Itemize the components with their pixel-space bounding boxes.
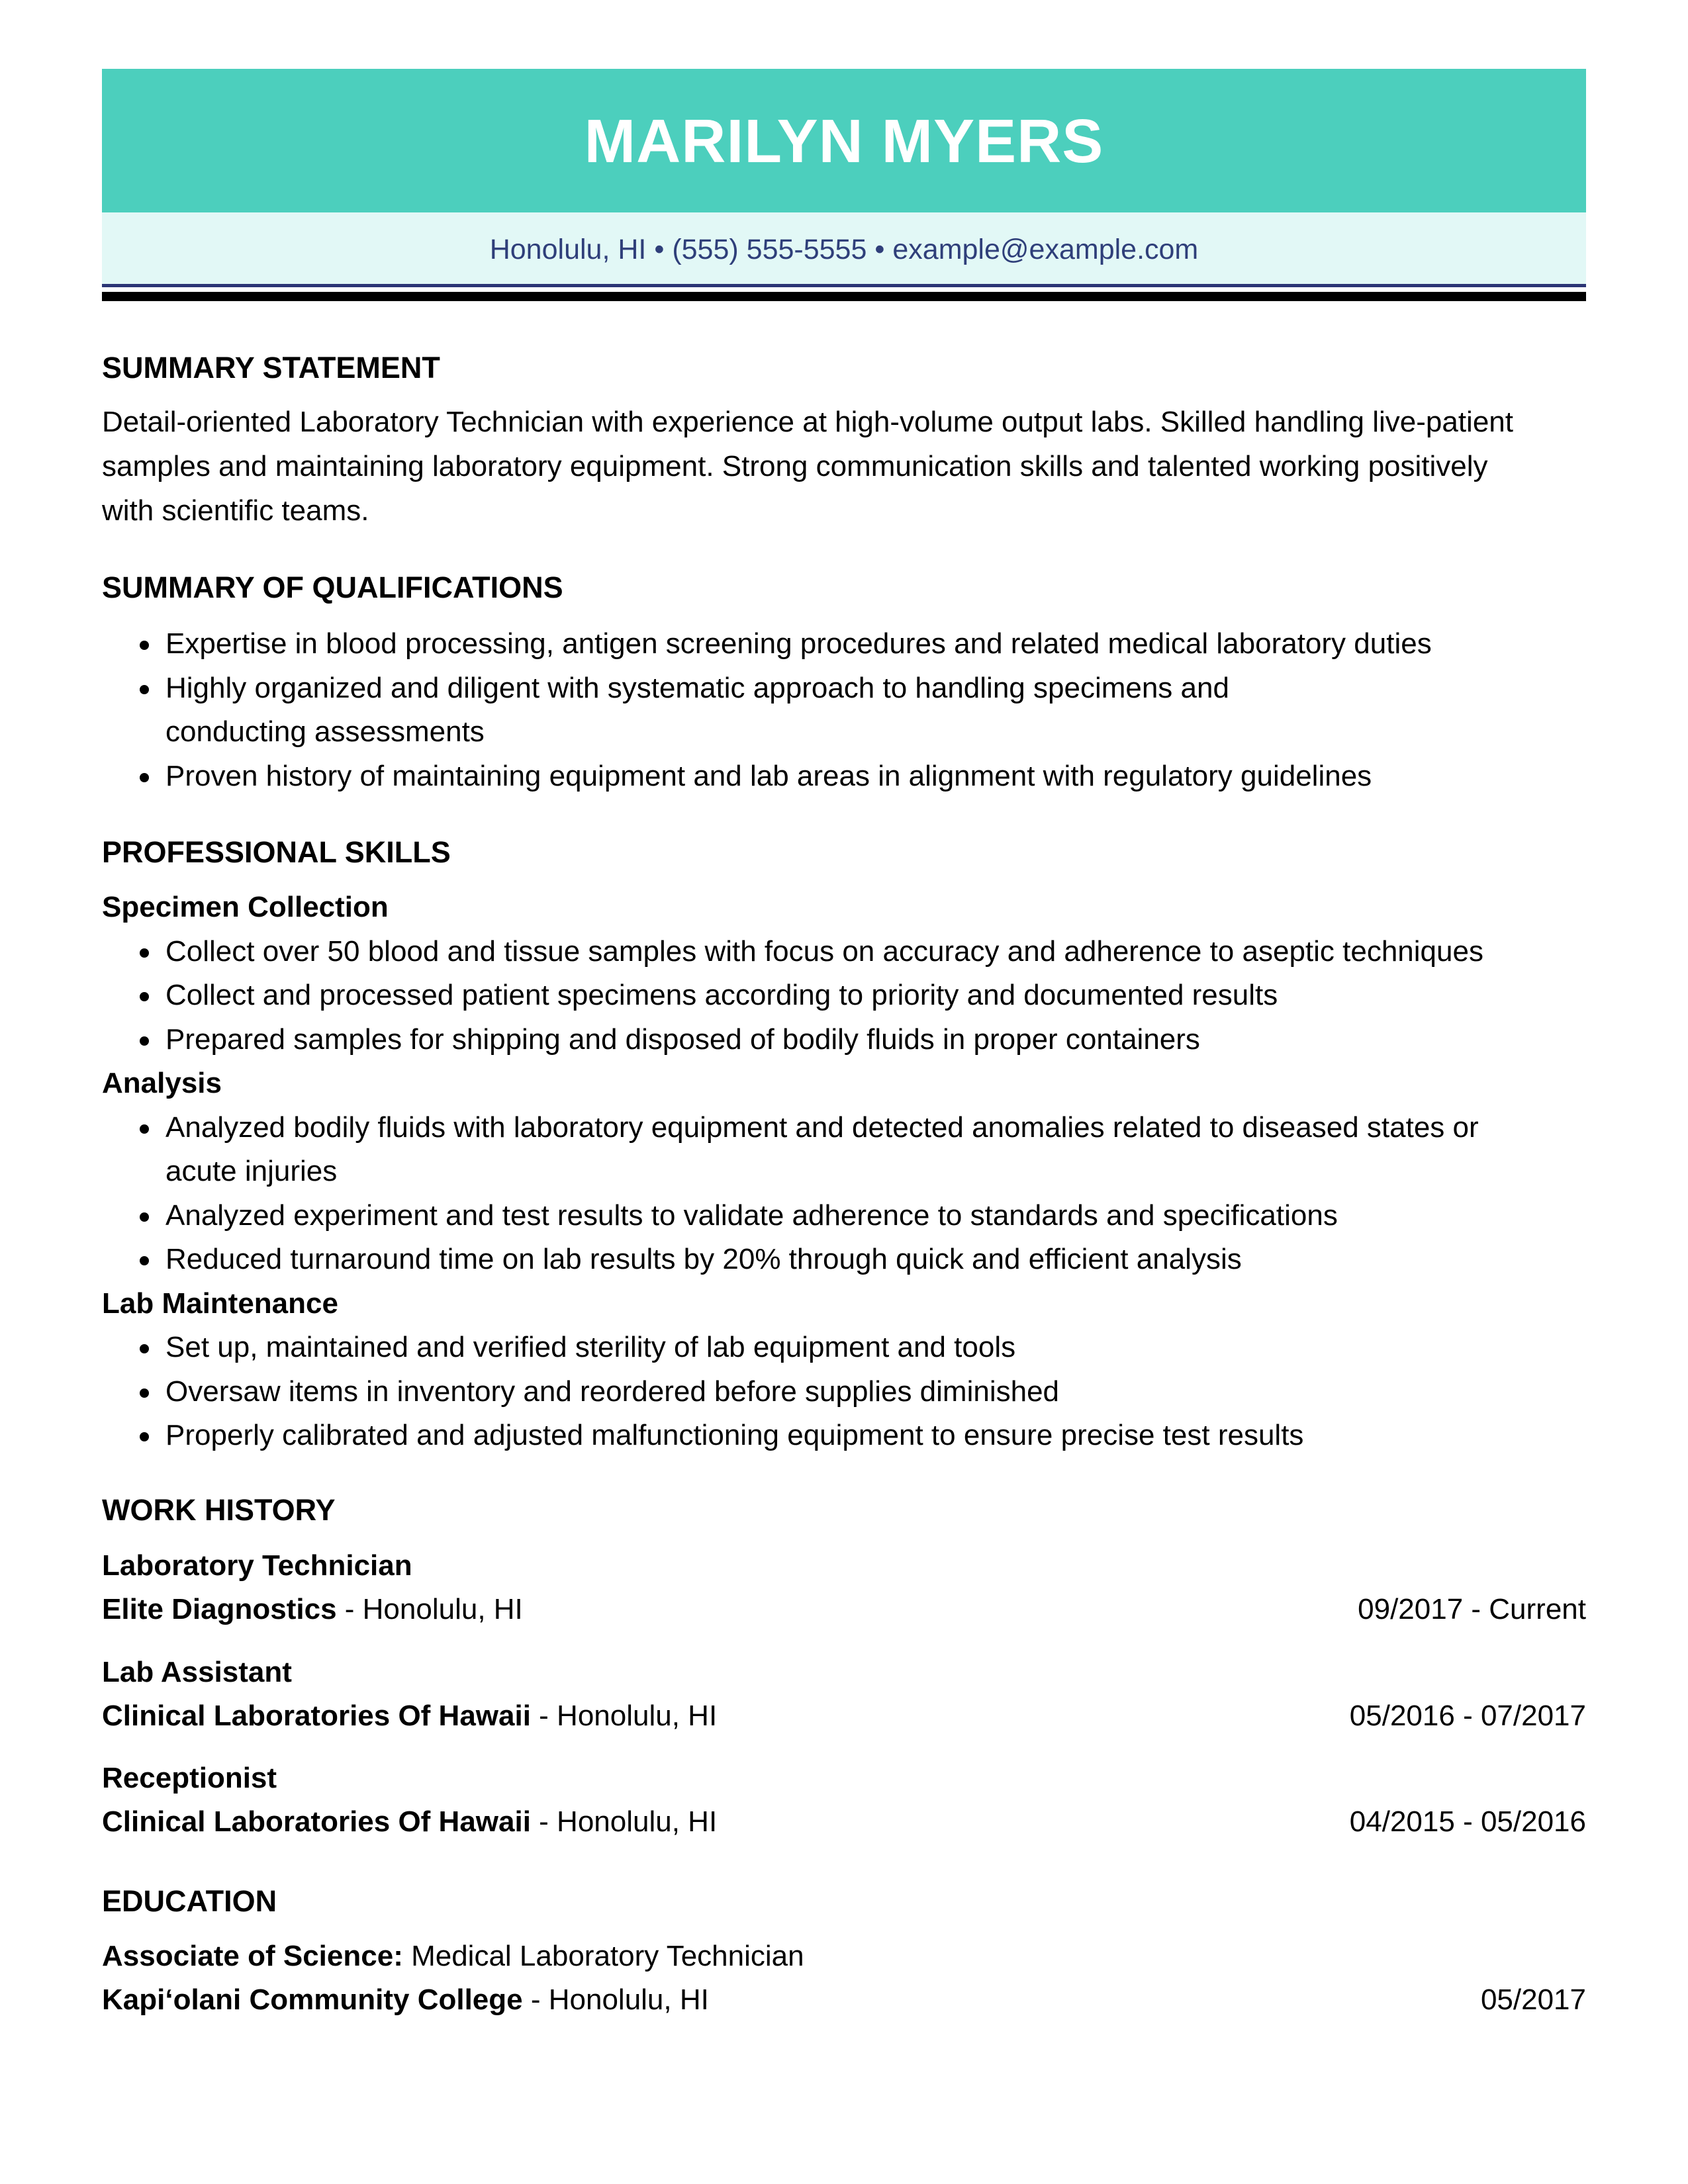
list-item: Analyzed experiment and test results to validate adherence to standards and specifications	[102, 1194, 1586, 1238]
education-entry	[102, 1934, 1586, 2022]
graduation-date: 05/2017	[1480, 1983, 1586, 2016]
list-item: Analyzed bodily fluids with laboratory equipment and detected anomalies related to diseased states or acute injuries	[102, 1106, 1523, 1194]
bullet-icon	[140, 1432, 149, 1441]
summary-line: Detail-oriented Laboratory Technician with experience at high-volume output labs. Skilled handling live-patient	[102, 406, 1514, 438]
candidate-name: MARILYN MYERS	[584, 107, 1104, 175]
separator-dot: •	[654, 233, 665, 265]
job-entry	[102, 1756, 1586, 1844]
bullet-icon	[140, 992, 149, 1001]
section-title-skills: PROFESSIONAL SKILLS	[102, 835, 451, 869]
skill-group-title: Specimen Collection	[102, 891, 389, 923]
job-company: Clinical Laboratories Of Hawaii	[102, 1700, 531, 1732]
bullet-icon	[140, 773, 149, 782]
bullet-icon	[140, 1212, 149, 1222]
bullet-icon	[140, 1388, 149, 1398]
bullet-icon	[140, 1344, 149, 1353]
job-dates: 05/2016 - 07/2017	[1349, 1700, 1586, 1732]
list-item: Expertise in blood processing, antigen screening procedures and related medical laboratory duties	[102, 622, 1586, 666]
job-title: Lab Assistant	[102, 1656, 292, 1688]
summary-paragraph	[102, 400, 1586, 533]
job-location: - Honolulu, HI	[336, 1593, 523, 1625]
summary-line: with scientific teams.	[102, 494, 369, 527]
section-title-education: EDUCATION	[102, 1884, 277, 1918]
bullet-icon	[140, 1256, 149, 1265]
job-entry	[102, 1544, 1586, 1631]
qualifications-list	[102, 622, 1586, 798]
header-rule-black	[102, 292, 1586, 301]
bullet-icon	[140, 948, 149, 958]
list-item: Highly organized and diligent with systematic approach to handling specimens and conducting assessments	[102, 666, 1377, 754]
summary-line: samples and maintaining laboratory equipment. Strong communication skills and talented working positively	[102, 450, 1488, 482]
list-item: Collect over 50 blood and tissue samples with focus on accuracy and adherence to aseptic techniques	[102, 930, 1586, 974]
school-name: Kapiʻolani Community College	[102, 1983, 523, 2016]
list-item: Proven history of maintaining equipment and lab areas in alignment with regulatory guidelines	[102, 754, 1586, 799]
skill-group-title: Analysis	[102, 1067, 222, 1099]
contact-phone: (555) 555-5555	[672, 233, 867, 265]
field-of-study: Medical Laboratory Technician	[402, 1940, 804, 1972]
name-band	[102, 69, 1586, 212]
job-entry	[102, 1651, 1586, 1738]
bullet-icon	[140, 1124, 149, 1134]
contact-band	[102, 212, 1586, 284]
job-company: Clinical Laboratories Of Hawaii	[102, 1805, 531, 1838]
bullet-icon	[140, 1036, 149, 1046]
skills-groups	[102, 886, 1586, 1458]
skill-group-title: Lab Maintenance	[102, 1287, 338, 1320]
contact-email[interactable]: example@example.com	[892, 233, 1199, 265]
job-dates: 04/2015 - 05/2016	[1349, 1805, 1586, 1838]
degree: Associate of Science:	[102, 1940, 403, 1972]
job-dates: 09/2017 - Current	[1358, 1593, 1586, 1625]
contact-line	[489, 233, 1199, 265]
school-location: - Honolulu, HI	[522, 1983, 709, 2016]
section-title-work: WORK HISTORY	[102, 1493, 336, 1527]
bullet-icon	[140, 641, 149, 650]
job-title: Laboratory Technician	[102, 1549, 412, 1582]
section-title-summary: SUMMARY STATEMENT	[102, 351, 440, 385]
bullet-icon	[140, 685, 149, 694]
job-location: - Honolulu, HI	[530, 1805, 718, 1838]
list-item: Reduced turnaround time on lab results by 20% through quick and efficient analysis	[102, 1238, 1586, 1282]
job-title: Receptionist	[102, 1762, 277, 1794]
list-item: Oversaw items in inventory and reordered before supplies diminished	[102, 1370, 1586, 1414]
contact-city: Honolulu, HI	[489, 233, 647, 265]
section-title-qualifications: SUMMARY OF QUALIFICATIONS	[102, 570, 563, 604]
list-item: Prepared samples for shipping and disposed of bodily fluids in proper containers	[102, 1018, 1586, 1062]
resume-header	[102, 69, 1586, 301]
list-item: Set up, maintained and verified sterility of lab equipment and tools	[102, 1326, 1586, 1370]
list-item: Collect and processed patient specimens according to priority and documented results	[102, 974, 1586, 1018]
list-item: Properly calibrated and adjusted malfunctioning equipment to ensure precise test results	[102, 1414, 1586, 1458]
job-company: Elite Diagnostics	[102, 1593, 337, 1625]
job-location: - Honolulu, HI	[530, 1700, 718, 1732]
separator-dot: •	[874, 233, 885, 265]
